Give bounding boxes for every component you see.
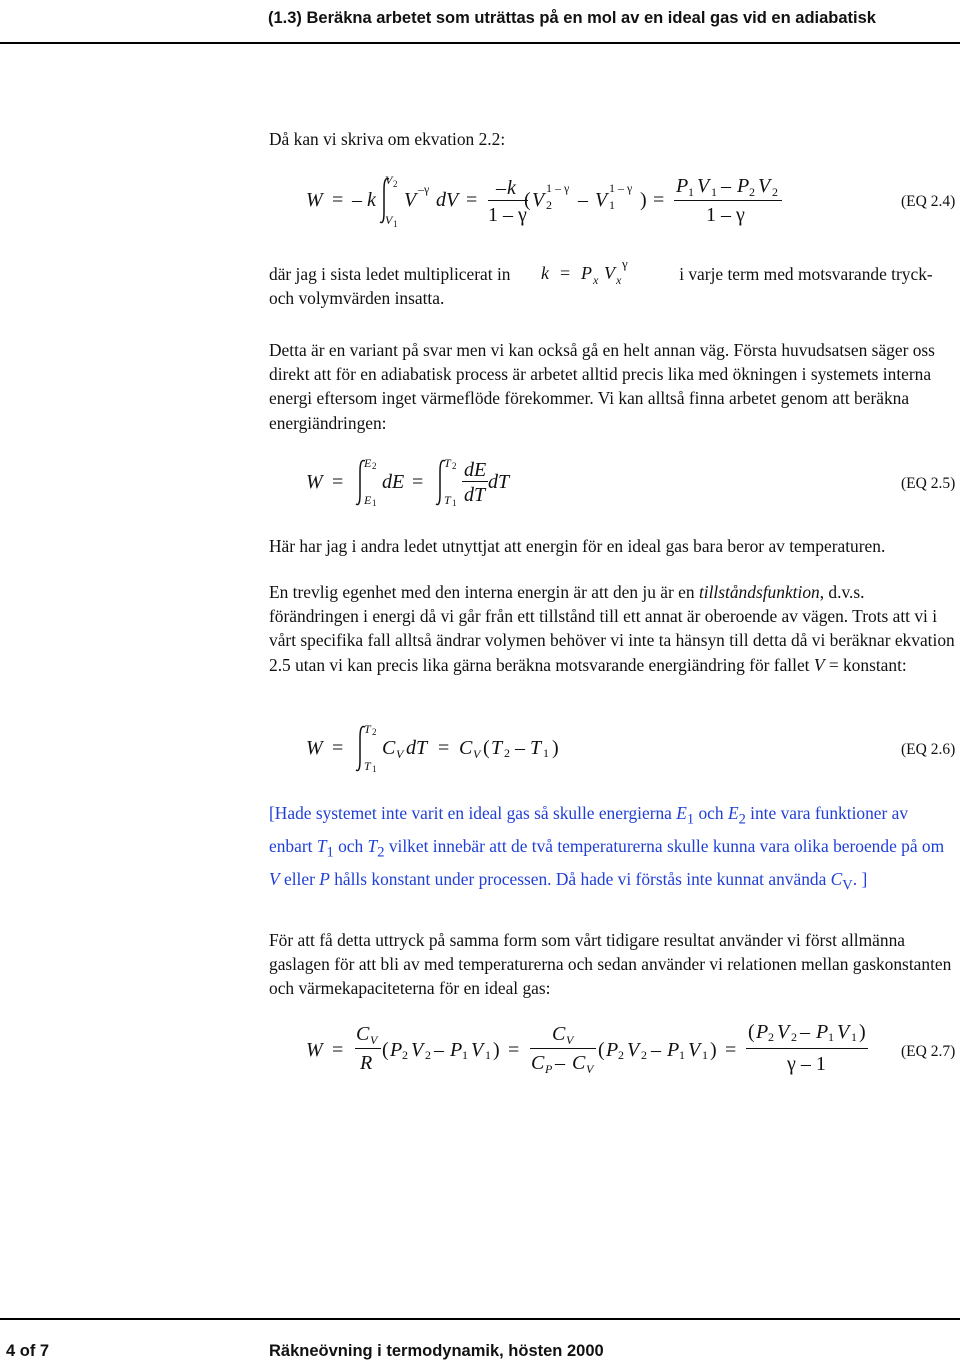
eq-symbol: =	[332, 471, 344, 493]
eq-symbol: 1	[609, 198, 615, 212]
eq-symbol: V	[411, 1039, 424, 1061]
eq-symbol: V	[604, 263, 615, 283]
eq-symbol: dT	[464, 484, 486, 506]
text-fragment: , d.v.s. förändringen i energi då vi går från ett tillstånd till ett annat är oberoende av vägen. Trots att vi i vårt specifika fall alltså ändrar volymen behöver vi inte ta hänsyn till detta då vi beräknar ekvation 2.5 utan vi kan precis lika gärna beräkna motsvarande energiändring för fallet	[269, 582, 955, 675]
math-inline: V	[269, 868, 280, 889]
math-inline: T	[316, 835, 327, 856]
equation-label: (EQ 2.6)	[901, 741, 956, 758]
eq-symbol: =	[412, 471, 424, 493]
math-inline: E	[676, 803, 687, 823]
eq-symbol: 1	[372, 498, 377, 508]
fraction-bar	[674, 200, 782, 201]
eq-symbol: (	[748, 1021, 755, 1043]
eq-symbol: V	[385, 213, 393, 227]
text-fragment: hålls konstant under processen. Då hade vi förstås inte kunnat använda	[329, 868, 831, 889]
eq-symbol: (	[524, 189, 531, 211]
text-fragment: [Hade systemet inte varit en ideal gas så skulle energierna	[269, 803, 677, 823]
eq-symbol: (	[598, 1039, 605, 1061]
eq-symbol: C	[459, 737, 473, 759]
eq-symbol: V	[837, 1021, 850, 1043]
text-fragment: vilket innebär att de två temperaturerna skulle kunna vara olika beroende på om	[384, 835, 945, 856]
eq-symbol: =	[508, 1039, 520, 1061]
eq-symbol: W	[306, 1039, 323, 1061]
page-footer	[0, 1318, 960, 1368]
eq-symbol: V	[471, 1039, 484, 1061]
eq-symbol: dE	[464, 459, 487, 481]
eq-symbol: V	[566, 1033, 574, 1047]
eq-symbol: 1	[711, 185, 717, 199]
eq-symbol: C	[572, 1052, 586, 1074]
eq-symbol: )	[640, 189, 647, 211]
eq-symbol: T	[491, 737, 503, 759]
eq-symbol: T	[364, 722, 371, 736]
eq-symbol: =	[332, 737, 344, 759]
eq-symbol: V	[777, 1021, 790, 1043]
fraction-bar	[462, 481, 488, 482]
eq-symbol: –	[800, 1021, 810, 1043]
eq-symbol: dT	[406, 737, 428, 759]
eq-symbol: (	[483, 737, 490, 759]
eq-symbol: V	[758, 175, 771, 197]
fraction-bar	[355, 1048, 381, 1049]
eq-symbol: 1	[679, 1048, 685, 1062]
eq-symbol: V	[473, 747, 481, 761]
eq-symbol: P	[816, 1021, 829, 1043]
eq-symbol: –	[555, 1052, 565, 1074]
page-header	[0, 0, 960, 44]
eq-symbol: dT	[488, 471, 510, 493]
eq-symbol: P	[390, 1039, 403, 1061]
eq-symbol: –	[651, 1039, 661, 1061]
eq-symbol: 1 – γ	[706, 204, 745, 226]
math-inline: 2	[738, 811, 746, 828]
math-inline: V	[813, 654, 825, 675]
eq-symbol: P	[581, 263, 592, 283]
eq-symbol: 2	[768, 1030, 774, 1044]
eq-symbol: C	[552, 1023, 566, 1045]
eq-symbol: W	[306, 471, 323, 493]
eq-symbol: –γ	[418, 182, 430, 196]
eq-symbol: T	[444, 493, 451, 507]
text-fragment: där jag i sista ledet multiplicerat in	[269, 264, 511, 284]
eq-symbol: =	[332, 1039, 344, 1061]
math-inline: 1	[686, 811, 695, 828]
eq-symbol: 2	[749, 185, 755, 199]
eq-symbol: 1	[485, 1048, 491, 1062]
eq-symbol: E	[364, 456, 372, 470]
fraction-bar	[746, 1048, 868, 1049]
eq-symbol: =	[653, 189, 665, 211]
eq-symbol: –	[578, 189, 588, 211]
eq-symbol: 2	[372, 461, 377, 471]
page-title: (1.3) Beräkna arbetet som uträttas på en mol av en ideal gas vid en adiabatisk	[268, 9, 876, 27]
eq-symbol: –	[515, 737, 525, 759]
fraction-bar	[488, 200, 528, 201]
paragraph-ideal-gas: Här har jag i andra ledet utnyttjat att energin för en ideal gas bara beror av temperaturen.	[269, 536, 886, 556]
page-number: 4 of 7	[6, 1342, 50, 1360]
eq-symbol: x	[593, 273, 599, 287]
eq-symbol: 2	[452, 461, 457, 471]
eq-symbol: 2	[791, 1030, 797, 1044]
eq-symbol: –	[496, 177, 506, 199]
eq-symbol: V	[404, 189, 417, 211]
eq-symbol: –	[352, 189, 362, 211]
text-fragment: inte vara funktioner av enbart	[269, 803, 909, 856]
eq-symbol: C	[382, 737, 396, 759]
eq-symbol: P	[545, 1062, 553, 1076]
eq-symbol: V	[586, 1062, 594, 1076]
eq-symbol: T	[444, 456, 451, 470]
eq-symbol: 2	[772, 185, 778, 199]
paragraph-first-law: Detta är en variant på svar men vi kan också gå en helt annan väg. Första huvudsatsen säger oss direkt att för en adiabatisk process är arbetet alltid precis lika med ökningen i systemets interna energi eftersom inget värmeflöde förekommer. Vi kan alltså finna arbetet genom att beräkna energiändringen:	[269, 340, 935, 433]
eq-symbol: V	[532, 189, 545, 211]
math-inline: 1	[326, 844, 334, 861]
text-fragment: En trevlig egenhet med den interna energin är att den ju är en	[269, 582, 699, 602]
text-fragment: . ]	[852, 868, 868, 889]
eq-symbol: )	[859, 1021, 866, 1043]
math-inline: P	[319, 868, 330, 889]
eq-symbol: P	[606, 1039, 619, 1061]
math-inline: V	[842, 877, 853, 894]
eq-symbol: P	[676, 175, 689, 197]
math-inline: T	[367, 835, 378, 856]
text-fragment: och	[694, 803, 728, 823]
paragraph-gas-law: För att få detta uttryck på samma form som vårt tidigare resultat använder vi först allmänna gaslagen för att bli av med temperaturerna och sedan använder vi relationen mellan gaskonstanten och värmekapaciteterna för en ideal gas:	[269, 930, 952, 999]
paragraph-state-function	[269, 580, 955, 677]
eq-symbol: 2	[641, 1048, 647, 1062]
text-fragment: = konstant:	[824, 654, 907, 675]
math-inline: E	[727, 803, 739, 823]
emphasis-term: tillståndsfunktion	[698, 582, 820, 602]
eq-symbol: V	[697, 175, 710, 197]
eq-symbol: x	[616, 273, 622, 287]
eq-symbol: P	[756, 1021, 769, 1043]
eq-symbol: 1	[393, 219, 398, 229]
eq-symbol: P	[737, 175, 750, 197]
eq-symbol: 2	[425, 1048, 431, 1062]
eq-symbol: V	[385, 173, 393, 187]
equation-label: (EQ 2.7)	[901, 1043, 956, 1060]
eq-symbol: V	[688, 1039, 701, 1061]
eq-symbol: )	[552, 737, 559, 759]
eq-symbol: 2	[546, 198, 552, 212]
eq-symbol: k	[541, 263, 549, 283]
eq-symbol: 1	[452, 498, 457, 508]
eq-symbol: )	[710, 1039, 717, 1061]
eq-symbol: 1 – γ	[546, 181, 570, 195]
blue-note	[269, 800, 955, 899]
eq-symbol: R	[360, 1052, 373, 1074]
eq-symbol: =	[725, 1039, 737, 1061]
eq-symbol: W	[306, 737, 323, 759]
eq-symbol: =	[466, 189, 478, 211]
eq-symbol: 2	[393, 179, 398, 189]
eq-symbol: γ – 1	[787, 1053, 826, 1075]
eq-symbol: T	[364, 759, 371, 773]
equation-label: (EQ 2.5)	[901, 475, 956, 492]
eq-symbol: 2	[618, 1048, 624, 1062]
eq-symbol: (	[382, 1039, 389, 1061]
eq-symbol: C	[356, 1023, 370, 1045]
eq-symbol: E	[364, 493, 372, 507]
eq-symbol: 1	[372, 764, 377, 774]
eq-symbol: )	[493, 1039, 500, 1061]
eq-symbol: dV	[436, 189, 459, 211]
eq-symbol: 1	[702, 1048, 708, 1062]
eq-symbol: 1	[851, 1030, 857, 1044]
eq-symbol: T	[530, 737, 542, 759]
eq-symbol: V	[595, 189, 608, 211]
eq-symbol: k	[367, 189, 376, 211]
text-fragment: eller	[279, 868, 320, 889]
eq-symbol: 1	[828, 1030, 834, 1044]
eq-symbol: =	[560, 263, 571, 283]
eq-symbol: γ	[622, 256, 628, 271]
eq-symbol: 2	[402, 1048, 408, 1062]
eq-symbol: C	[531, 1052, 545, 1074]
eq-symbol: –	[434, 1039, 444, 1061]
eq-symbol: dE	[382, 471, 405, 493]
course-title: Räkneövning i termodynamik, hösten 2000	[269, 1342, 604, 1360]
math-inline: C	[830, 868, 843, 889]
math-inline: 2	[377, 844, 385, 861]
eq-symbol: k	[507, 177, 516, 199]
eq-symbol: =	[332, 189, 344, 211]
intro-text: Då kan vi skriva om ekvation 2.2:	[269, 129, 506, 149]
eq-symbol: –	[721, 175, 731, 197]
fraction-bar	[530, 1048, 596, 1049]
eq-symbol: 1 – γ	[609, 181, 633, 195]
text-fragment: och	[333, 835, 368, 856]
equation-label: (EQ 2.4)	[901, 193, 956, 210]
text-fragment: i varje term med motsvarande tryck- och volymvärden insatta.	[269, 264, 933, 309]
eq-symbol: 1	[688, 185, 694, 199]
eq-symbol: V	[370, 1033, 378, 1047]
eq-symbol: 2	[372, 727, 377, 737]
eq-symbol: 1	[543, 746, 549, 760]
eq-symbol: P	[450, 1039, 463, 1061]
eq-symbol: V	[396, 747, 404, 761]
eq-symbol: V	[627, 1039, 640, 1061]
eq-symbol: 1	[462, 1048, 468, 1062]
eq-symbol: =	[438, 737, 450, 759]
eq-symbol: P	[667, 1039, 680, 1061]
eq-symbol: W	[306, 189, 323, 211]
eq-symbol: 1 – γ	[488, 204, 527, 226]
eq-symbol: 2	[504, 746, 510, 760]
